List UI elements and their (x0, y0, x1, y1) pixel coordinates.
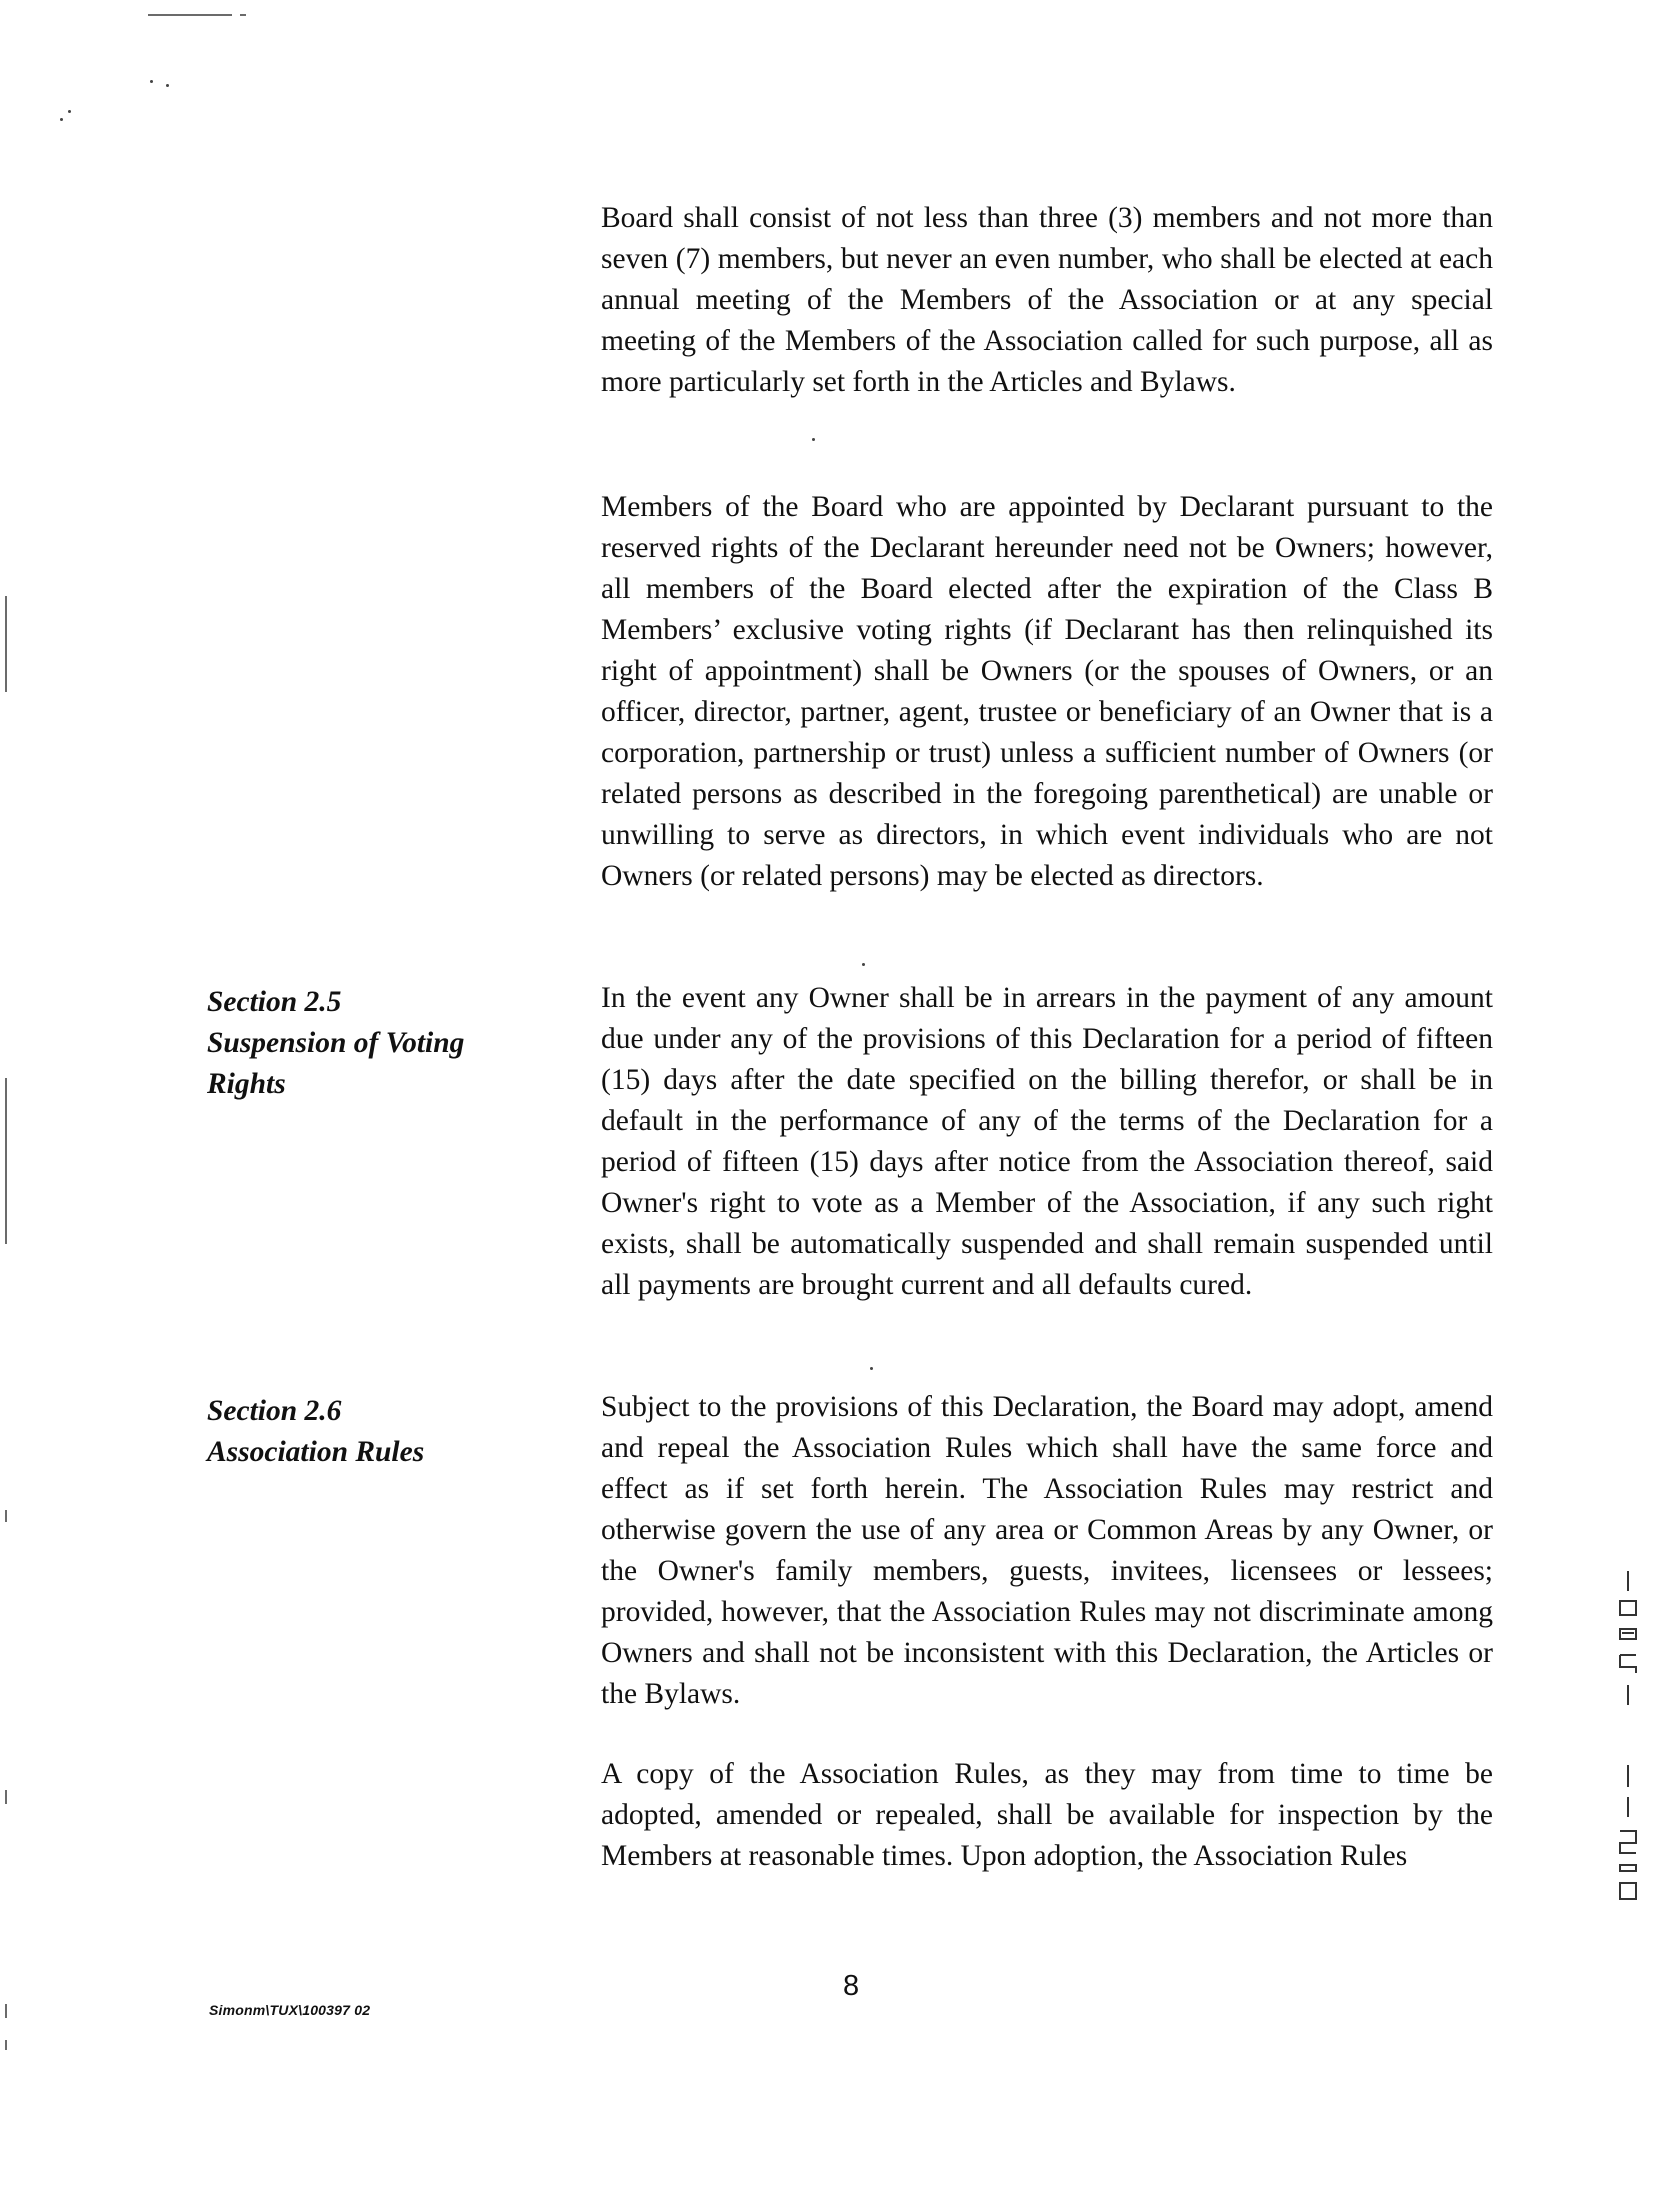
page-number: 8 (843, 1970, 860, 2002)
section-title-line: Suspension of Voting (207, 1027, 465, 1059)
section-title-line: Rights (207, 1068, 286, 1100)
scan-mark-left-rule (5, 1790, 7, 1804)
scan-dot (68, 110, 71, 113)
bates-stamp-icon (1614, 1565, 1642, 1905)
scan-mark-top-tick (240, 14, 246, 16)
scan-dot (812, 438, 815, 441)
scan-mark-left-rule (5, 1078, 7, 1244)
section-title-line: Association Rules (207, 1436, 425, 1468)
scan-mark-top-rule (148, 14, 232, 16)
scan-mark-left-rule (5, 2004, 7, 2018)
paragraph-suspension-of-voting: In the event any Owner shall be in arrears in the payment of any amount due under any of the provisions of this Declaration for a period of fifteen (15) days after the date specified on the billing therefor, or shall be in default in the performance of any of the terms of the Declaration for a period of fifteen (15) days after notice from the Association thereof, said Owner's right to vote as a Member of the Association, if any such right exists, shall be automatically suspended and shall remain suspended until all payments are brought current and all defaults cured. (601, 982, 1493, 1301)
paragraph-rules-copy: A copy of the Association Rules, as they may from time to time be adopted, amended or repealed, shall be available for inspection by the Members at reasonable times. Upon adoption, the Association Rules (601, 1758, 1493, 1872)
footer-document-reference: Simonm\TUX\100397 02 (209, 2002, 371, 2018)
section-number: Section 2.6 (207, 1395, 342, 1427)
scan-mark-left-rule (5, 2040, 7, 2050)
scan-dot (150, 80, 153, 83)
scan-mark-left-rule (5, 596, 7, 692)
scan-mark-left-rule (5, 1510, 7, 1522)
paragraph-board-membership: Members of the Board who are appointed by Declarant pursuant to the reserved rights of the Declarant hereunder need not be Owners; however, all members of the Board elected after the expiration of the Class B Members’ exclusive voting rights (if Declarant has then relinquished its right of appointment) shall be Owners (or the spouses of Owners, or an officer, director, partner, agent, trustee or beneficiary of an Owner that is a corporation, partnership or trust) unless a sufficient number of Owners (or related persons as described in the foregoing parenthetical) are unable or unwilling to serve as directors, in which event individuals who are not Owners (or related persons) may be elected as directors. (601, 491, 1493, 892)
section-heading-2-5 (207, 982, 547, 1105)
scan-dot (862, 963, 865, 966)
paragraph-board-composition: Board shall consist of not less than three (3) members and not more than seven (7) members, but never an even number, who shall be elected at each annual meeting of the Members of the Association or at any special meeting of the Members of the Association called for such purpose, all as more particularly set forth in the Articles and Bylaws. (601, 202, 1493, 398)
scan-dot (60, 118, 63, 121)
section-number: Section 2.5 (207, 986, 342, 1018)
scan-dot (870, 1367, 873, 1370)
section-heading-2-6 (207, 1391, 547, 1473)
scan-dot (166, 84, 169, 87)
paragraph-association-rules: Subject to the provisions of this Declaration, the Board may adopt, amend and repeal the Association Rules which shall have the same force and effect as if set forth herein. The Association Rules may restrict and otherwise govern the use of any area or Common Areas by any Owner, or the Owner's family members, guests, invitees, licensees or lessees; provided, however, that the Association Rules may not discriminate among Owners and shall not be inconsistent with this Declaration, the Articles or the Bylaws. (601, 1391, 1493, 1710)
